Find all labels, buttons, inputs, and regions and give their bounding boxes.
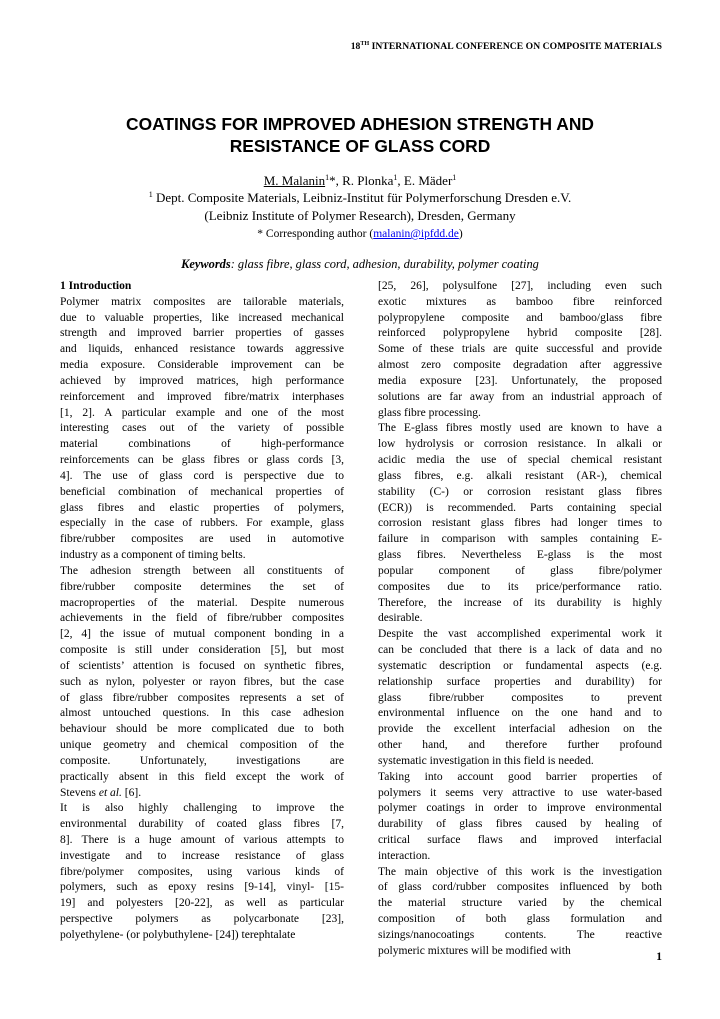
section-heading: 1 Introduction <box>60 280 132 292</box>
text-line: interesting cases out of the variety of possible <box>60 422 344 435</box>
text-line: Taking into account good barrier properties of <box>378 770 662 783</box>
text-line: durability of glass fibres caused by healing of <box>378 818 662 831</box>
text-line: sizings/nanocoatings contents. The reactive <box>378 928 662 941</box>
text-line: exotic mixtures as bamboo fibre reinforced <box>378 295 662 308</box>
text-line: Despite the vast accomplished experimental work it <box>378 628 662 641</box>
text-line: desirable. <box>378 612 423 625</box>
title-line: RESISTANCE OF GLASS CORD <box>229 136 491 156</box>
text-line: the material structure varied by the chemical <box>378 897 662 910</box>
text-line: corrosion resistant glass fibres had longer times to <box>378 517 662 530</box>
text-line: industry as a component of timing belts. <box>60 549 246 562</box>
text-line: due to valuable properties, like increased mechanical <box>60 311 344 324</box>
text-line: glass fibre/rubber composites to prevent <box>378 691 662 704</box>
text-line: strength and improved barrier properties of gasses <box>60 327 344 340</box>
keywords-label: Keywords <box>181 257 231 271</box>
author-name: R. Plonka <box>342 173 394 188</box>
text-line: glass fibres. Nevertheless E-glass is the most <box>378 549 662 562</box>
text-line: reinforced polypropylene hybrid composite [28]. <box>378 327 662 340</box>
text-line: low hydrolysis or corrosion resistance. In alkali or <box>378 438 662 451</box>
text-line: beneficial combination of mechanical properties of <box>60 485 344 498</box>
text-line: especially in the case of rubbers. For example, glass <box>60 517 344 530</box>
text-line: 19] and polyesters [20-22], as well as particular <box>60 897 344 910</box>
page-number: 1 <box>656 951 662 963</box>
text-line: [1, 2]. A particular example and one of the most <box>60 406 344 419</box>
text-line: composite is still under consideration [5], but most <box>60 644 344 657</box>
text-line: Some of these trials are quite successful and provide <box>378 343 662 356</box>
text-line: glass fibres and elastic properties of polymers, <box>60 501 344 514</box>
text-line: acidic media the use of special chemical resistant <box>378 454 662 467</box>
text-line: reinforcement and improved fibre/matrix interphases <box>60 390 344 403</box>
text-line: composition of both glass formulation and <box>378 913 662 926</box>
text-line: [25, 26], polysulfone [27], including even such <box>378 280 662 292</box>
text-line: (ECR)) is recommended. Parts containing special <box>378 501 662 514</box>
text-line: 4]. The use of glass cord is perspective due to <box>60 469 344 482</box>
text-line: other hand, and therefore further profound <box>378 739 662 752</box>
text-line: environmental influence on the one hand and to <box>378 707 662 720</box>
right-column <box>378 279 662 960</box>
text-line: fibre/polymer composites, using various kinds of <box>60 865 344 878</box>
text-line: solutions are far away from an industrial approach of <box>378 390 662 403</box>
text-line: polyethylene- (or polybuthylene- [24]) terephtalate <box>60 928 296 941</box>
affiliation <box>0 189 720 243</box>
text-line: achieved by improved matrices, high performance <box>60 374 344 387</box>
text-line: almost untouched questions. In this case adhesion <box>60 707 344 720</box>
text-line: interaction. <box>378 849 431 862</box>
left-column <box>60 279 344 944</box>
text-line: Stevens et al. [6]. <box>60 786 142 799</box>
text-line: achievements in the field of fibre/rubber composites <box>60 612 344 625</box>
text-line: glass fibres, e.g. alkali resistant (AR-), chemical <box>378 469 662 482</box>
text-line: systematic investigation in this field is needed. <box>378 754 594 767</box>
text-line: of glass fibre/rubber composites represents a set of <box>60 691 344 704</box>
text-line: critical surface flaws and improved interfacial <box>378 833 662 846</box>
text-line: The main objective of this work is the investigation <box>378 865 662 878</box>
keywords-text: : glass fibre, glass cord, adhesion, durability, polymer coating <box>230 257 539 271</box>
text-line: behaviour should be more complicated due to both <box>60 723 344 736</box>
text-line: macroproperties of the material. Despite numerous <box>60 596 344 609</box>
title-line: COATINGS FOR IMPROVED ADHESION STRENGTH AND <box>126 114 594 134</box>
affiliation-line: (Leibniz Institute of Polymer Research), Dresden, Germany <box>204 208 516 223</box>
text-line: stability (C-) or corrosion resistant glass fibres <box>378 485 662 498</box>
text-line: and liquids, enhanced resistance towards aggressive <box>60 343 344 356</box>
text-line: practically absent in this field except the work of <box>60 770 344 783</box>
corresponding-author: * Corresponding author (malanin@ipfdd.de) <box>257 228 463 240</box>
text-line: relationship surface properties and durability) for <box>378 675 662 688</box>
text-line: polymers, such as epoxy resins [9-14], vinyl- [15- <box>60 881 344 894</box>
text-line: popular component of glass fibre/polymer <box>378 564 662 577</box>
text-line: systematic description or fundamental aspects (e.g. <box>378 659 662 672</box>
text-line: media exposure [23]. Unfortunately, the proposed <box>378 374 662 387</box>
text-line: Therefore, the increase of its durability is highly <box>378 596 662 609</box>
text-line: can be concluded that there is a lack of data and no <box>378 644 662 657</box>
paper-title <box>0 113 720 157</box>
text-line: polypropylene composite and bamboo/glass fibre <box>378 311 662 324</box>
text-line: 8]. There is a huge amount of various attempts to <box>60 833 344 846</box>
author-name: M. Malanin <box>263 173 326 188</box>
text-line: perspective polymers as polycarbonate [23], <box>60 913 344 926</box>
text-line: fibre/rubber composites are used in automotive <box>60 533 344 546</box>
text-line: The E-glass fibres mostly used are known to have a <box>378 422 662 435</box>
text-line: polymer coatings in order to improve environmental <box>378 802 662 815</box>
text-line: composites due to its price/performance ratio. <box>378 580 662 593</box>
text-line: fibre/rubber composite determines the set of <box>60 580 344 593</box>
text-line: It is also highly challenging to improve the <box>60 802 344 815</box>
text-line: media exposure. Considerable improvement can be <box>60 359 344 372</box>
text-line: investigate and to increase resistance of glass <box>60 849 344 862</box>
affiliation-line: $^1$ Dept. Composite Materials, Leibniz-Institut für Polymerforschung Dresden e.V. <box>148 190 572 205</box>
keywords <box>0 257 720 272</box>
text-line: The adhesion strength between all constituents of <box>60 564 344 577</box>
text-line: Polymer matrix composites are tailorable materials, <box>60 295 344 308</box>
text-line: provide the excellent interfacial adhesion on the <box>378 723 662 736</box>
text-line: of scientists’ attention is focused on synthetic fibres, <box>60 659 344 672</box>
text-line: polymers it seems very attractive to use water-based <box>378 786 662 799</box>
author-list: M. Malanin$^1$*, R. Plonka$^1$, E. Mäder$^1$ <box>263 173 457 188</box>
text-line: reinforcements can be glass fibres or glass cords [3, <box>60 454 344 467</box>
text-line: [2, 4] the issue of mutual component bonding in a <box>60 628 344 641</box>
conference-header: 18TH INTERNATIONAL CONFERENCE ON COMPOSITE MATERIALS <box>350 41 662 52</box>
text-line: unique geometry and chemical composition of the <box>60 739 344 752</box>
text-line: environmental durability of coated glass fibres [7, <box>60 818 344 831</box>
text-line: almost zero composite degradation after aggressive <box>378 359 662 372</box>
text-line: such as nylon, polyester or rayon fibres, but the case <box>60 675 344 688</box>
text-line: material combinations of high-performance <box>60 438 344 451</box>
author-name: E. Mäder <box>403 173 453 188</box>
text-line: of glass cord/rubber composites influenced by both <box>378 881 662 894</box>
text-line: composite. Unfortunately, investigations are <box>60 754 344 767</box>
text-line: glass fibre processing. <box>378 406 481 419</box>
text-line: polymeric mixtures will be modified with <box>378 944 571 957</box>
text-line: failure in comparison with samples containing E- <box>378 533 662 546</box>
email-link[interactable]: malanin@ipfdd.de <box>373 228 459 240</box>
